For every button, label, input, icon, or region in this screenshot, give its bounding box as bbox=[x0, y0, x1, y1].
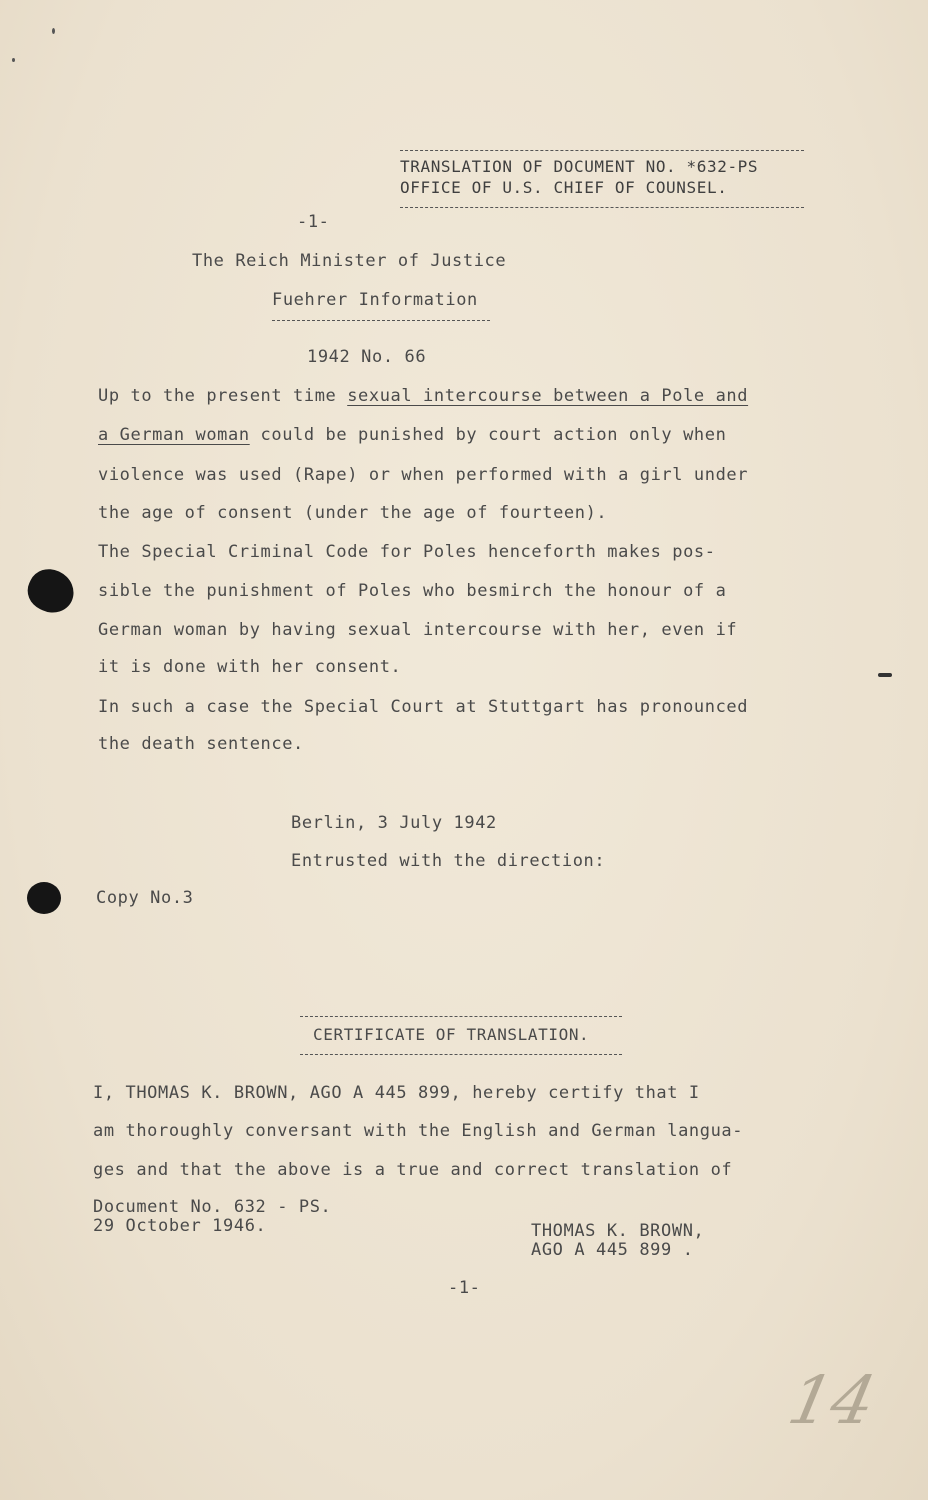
body-text: could be punished by court action only when bbox=[249, 425, 727, 445]
info-number: 1942 No. 66 bbox=[307, 347, 427, 367]
body-line-7: German woman by having sexual intercourse with her, even if bbox=[98, 620, 738, 640]
stray-mark bbox=[12, 58, 15, 62]
underlined-text: a German woman bbox=[98, 425, 250, 445]
page-marker-bottom: -1- bbox=[448, 1278, 481, 1298]
body-line-3: violence was used (Rape) or when performed with a girl under bbox=[98, 465, 749, 485]
body-line-2 bbox=[98, 425, 726, 445]
signature-name: THOMAS K. BROWN, bbox=[531, 1221, 705, 1241]
underlined-text: sexual intercourse between a Pole and bbox=[347, 386, 749, 406]
title-underline bbox=[272, 320, 490, 321]
stray-mark bbox=[878, 673, 892, 677]
certificate-line-1: I, THOMAS K. BROWN, AGO A 445 899, hereby certify that I bbox=[93, 1083, 700, 1103]
certificate-line-2: am thoroughly conversant with the English and German langua- bbox=[93, 1121, 744, 1141]
body-line-5: The Special Criminal Code for Poles henceforth makes pos- bbox=[98, 542, 716, 562]
certificate-rule-bottom bbox=[300, 1054, 622, 1055]
body-line-9: In such a case the Special Court at Stuttgart has pronounced bbox=[98, 697, 749, 717]
page-marker-top: -1- bbox=[297, 212, 330, 232]
certificate-line-3: ges and that the above is a true and correct translation of bbox=[93, 1160, 733, 1180]
certificate-rule-top bbox=[300, 1016, 622, 1017]
stray-mark bbox=[52, 28, 55, 34]
copy-number: Copy No.3 bbox=[96, 888, 194, 908]
handwritten-page-number: 14 bbox=[781, 1362, 883, 1439]
header-rule-top bbox=[400, 150, 804, 151]
body-line-4: the age of consent (under the age of fourteen). bbox=[98, 503, 608, 523]
signature-ago: AGO A 445 899 . bbox=[531, 1240, 694, 1260]
certificate-date: 29 October 1946. bbox=[93, 1216, 267, 1236]
punch-hole-top bbox=[21, 562, 80, 620]
body-line-8: it is done with her consent. bbox=[98, 657, 402, 677]
minister-title: The Reich Minister of Justice bbox=[192, 251, 507, 271]
certificate-heading: CERTIFICATE OF TRANSLATION. bbox=[313, 1025, 590, 1044]
header-rule-bottom bbox=[400, 207, 804, 208]
header-line-1: TRANSLATION OF DOCUMENT NO. *632-PS bbox=[400, 157, 759, 176]
body-line-6: sible the punishment of Poles who besmirch the honour of a bbox=[98, 581, 727, 601]
body-line-10: the death sentence. bbox=[98, 734, 304, 754]
body-text: Up to the present time bbox=[98, 386, 348, 406]
certificate-line-4: Document No. 632 - PS. bbox=[93, 1197, 332, 1217]
fuehrer-information-title: Fuehrer Information bbox=[272, 290, 478, 310]
punch-hole-bottom bbox=[27, 882, 61, 914]
body-line-1 bbox=[98, 386, 748, 406]
entrusted-line: Entrusted with the direction: bbox=[291, 851, 606, 871]
header-line-2: OFFICE OF U.S. CHIEF OF COUNSEL. bbox=[400, 178, 728, 197]
place-date: Berlin, 3 July 1942 bbox=[291, 813, 497, 833]
